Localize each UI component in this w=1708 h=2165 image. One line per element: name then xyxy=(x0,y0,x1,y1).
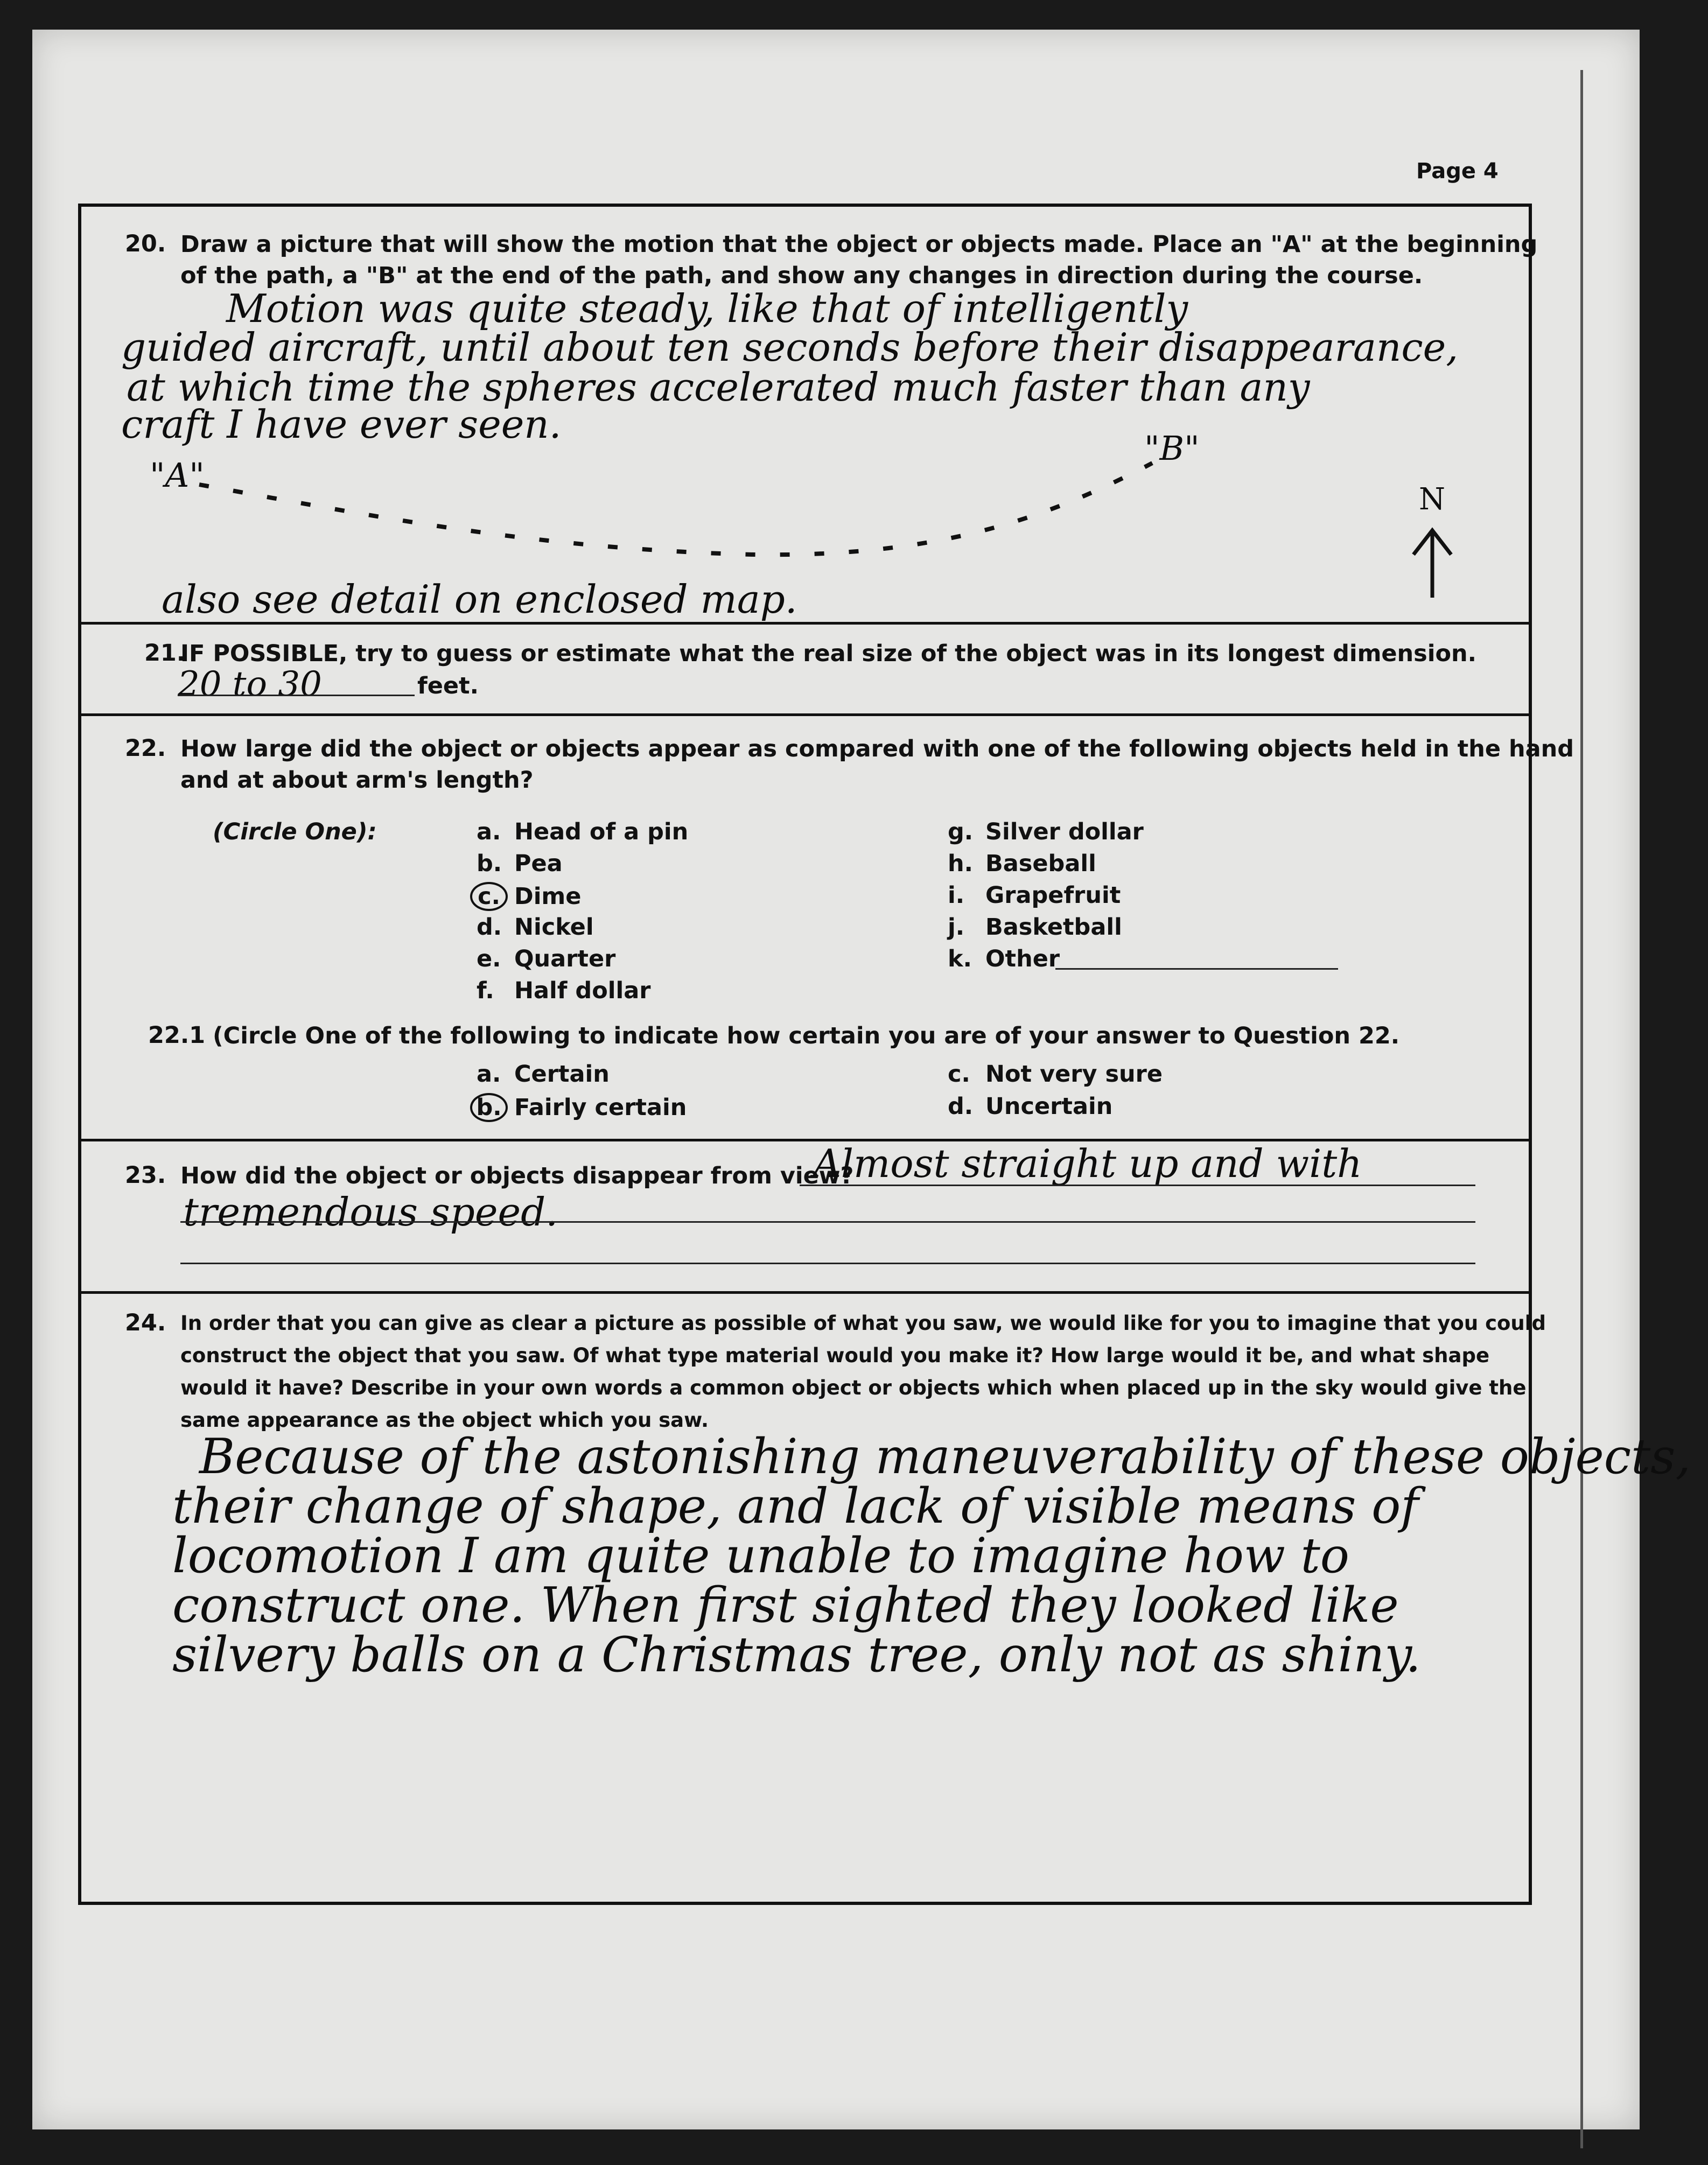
divider-q23-q24 xyxy=(78,1291,1532,1294)
map-note: also see detail on enclosed map. xyxy=(162,577,797,622)
q24-answer-line-1: Because of the astonishing maneuverability of these objects, xyxy=(199,1428,1691,1485)
option-letter: a. xyxy=(477,818,501,845)
q20-number: 20. xyxy=(125,230,166,257)
q24-prompt-line-1: In order that you can give as clear a picture as possible of what you saw, we would like for you to imagine that you could xyxy=(180,1312,1546,1335)
circled-option-letter: c. xyxy=(470,882,508,911)
q20-answer-line-4: craft I have ever seen. xyxy=(121,402,562,447)
q21-answer: 20 to 30 xyxy=(178,664,322,704)
q20-prompt-line-1: Draw a picture that will show the motion that the object or objects made. Place an "A" at the beginning xyxy=(180,231,1538,258)
q22-1-option-b-circled[interactable] xyxy=(477,1093,687,1122)
q23-number: 23. xyxy=(125,1162,166,1189)
option-label: Baseball xyxy=(985,850,1096,877)
q22-option-a[interactable] xyxy=(477,818,688,845)
q24-prompt-line-3: would it have? Describe in your own words a common object or objects which when placed up in the sky would give the xyxy=(180,1376,1527,1399)
q21-prompt: IF POSSIBLE, try to guess or estimate what the real size of the object was in its longest dimension. xyxy=(180,640,1476,667)
q24-answer-line-5: silvery balls on a Christmas tree, only not as shiny. xyxy=(172,1627,1421,1683)
option-letter: j. xyxy=(948,914,965,941)
option-label: Uncertain xyxy=(985,1093,1113,1120)
divider-q20-q21 xyxy=(78,622,1532,625)
q22-option-d[interactable] xyxy=(477,914,594,941)
q22-number: 22. xyxy=(125,735,166,762)
q22-1-prompt: (Circle One of the following to indicate how certain you are of your answer to Question 22. xyxy=(213,1022,1400,1049)
q22-option-i[interactable] xyxy=(948,882,1121,909)
option-letter: e. xyxy=(477,945,501,972)
option-label: Grapefruit xyxy=(985,882,1121,909)
q23-answer-line-1: Almost straight up and with xyxy=(813,1141,1362,1186)
q22-option-f[interactable] xyxy=(477,977,650,1004)
option-label: Nickel xyxy=(514,914,594,941)
q24-answer-line-3: locomotion I am quite unable to imagine how to xyxy=(172,1528,1349,1584)
q22-1-option-d[interactable] xyxy=(948,1093,1112,1120)
q22-1-number: 22.1 xyxy=(148,1022,206,1049)
q23-answer-rule-3[interactable] xyxy=(180,1263,1475,1264)
q20-answer-line-3: at which time the spheres accelerated much faster than any xyxy=(127,365,1310,410)
q22-1-option-c[interactable] xyxy=(948,1061,1163,1088)
q23-answer-rule-2[interactable] xyxy=(180,1221,1475,1223)
q22-option-g[interactable] xyxy=(948,818,1144,845)
circled-option-letter: b. xyxy=(470,1093,508,1122)
q20-answer-line-2: guided aircraft, until about ten seconds before their disappearance, xyxy=(121,325,1459,370)
q23-answer-line-2: tremendous speed. xyxy=(183,1189,558,1235)
q24-answer-line-4: construct one. When first sighted they looked like xyxy=(172,1577,1399,1634)
q22-option-k[interactable] xyxy=(948,945,1060,972)
option-label: Other xyxy=(985,945,1060,972)
q20-prompt-line-2: of the path, a "B" at the end of the path, and show any changes in direction during the course. xyxy=(180,262,1423,289)
q22-option-b[interactable] xyxy=(477,850,563,877)
option-label: Quarter xyxy=(514,945,616,972)
page-number: Page 4 xyxy=(1416,159,1499,184)
option-letter: b. xyxy=(477,850,502,877)
q22-option-j[interactable] xyxy=(948,914,1122,941)
option-label: Certain xyxy=(514,1061,610,1088)
q21-number: 21. xyxy=(144,640,186,667)
option-letter: g. xyxy=(948,818,974,845)
option-letter: k. xyxy=(948,945,972,972)
q21-unit: feet. xyxy=(417,672,479,699)
option-label: Dime xyxy=(514,883,582,910)
q22-option-e[interactable] xyxy=(477,945,615,972)
q24-prompt-line-2: construct the object that you saw. Of what type material would you make it? How large would it be, and what shape xyxy=(180,1344,1490,1367)
q24-number: 24. xyxy=(125,1309,166,1336)
option-label: Basketball xyxy=(985,914,1122,941)
q22-option-h[interactable] xyxy=(948,850,1096,877)
option-letter: h. xyxy=(948,850,973,877)
q22-prompt-line-1: How large did the object or objects appear as compared with one of the following objects held in the hand xyxy=(180,735,1574,762)
north-label: N xyxy=(1419,482,1445,517)
q23-answer-rule-1[interactable] xyxy=(800,1185,1475,1186)
option-letter: f. xyxy=(477,977,494,1004)
q22-prompt-line-2: and at about arm's length? xyxy=(180,767,534,794)
q22-circle-instruction: (Circle One): xyxy=(213,818,377,845)
option-label: Head of a pin xyxy=(514,818,689,845)
option-letter: c. xyxy=(948,1061,970,1088)
path-label-b: "B" xyxy=(1144,429,1200,468)
option-label: Not very sure xyxy=(985,1061,1163,1088)
q22-other-blank[interactable] xyxy=(1055,968,1338,970)
north-arrow xyxy=(1413,530,1451,598)
q22-option-c-circled[interactable] xyxy=(477,882,581,911)
q22-1-option-a[interactable] xyxy=(477,1061,610,1088)
option-label: Fairly certain xyxy=(514,1094,687,1121)
option-letter: a. xyxy=(477,1061,501,1088)
q23-prompt: How did the object or objects disappear from view? xyxy=(180,1162,854,1189)
option-letter: i. xyxy=(948,882,965,909)
q24-prompt xyxy=(180,1307,1546,1437)
q20-answer-line-1: Motion was quite steady, like that of intelligently xyxy=(226,286,1188,331)
q24-answer-line-2: their change of shape, and lack of visible means of xyxy=(172,1478,1419,1535)
q24-prompt-line-4: same appearance as the object which you saw. xyxy=(180,1409,709,1432)
path-label-a: "A" xyxy=(150,456,205,495)
motion-path xyxy=(199,463,1152,555)
option-label: Half dollar xyxy=(514,977,651,1004)
q21-answer-rule xyxy=(178,695,415,696)
option-label: Silver dollar xyxy=(985,818,1144,845)
option-letter: d. xyxy=(477,914,502,941)
divider-q21-q22 xyxy=(78,713,1532,716)
option-label: Pea xyxy=(514,850,563,877)
option-letter: d. xyxy=(948,1093,974,1120)
q22-prompt xyxy=(180,733,1574,796)
